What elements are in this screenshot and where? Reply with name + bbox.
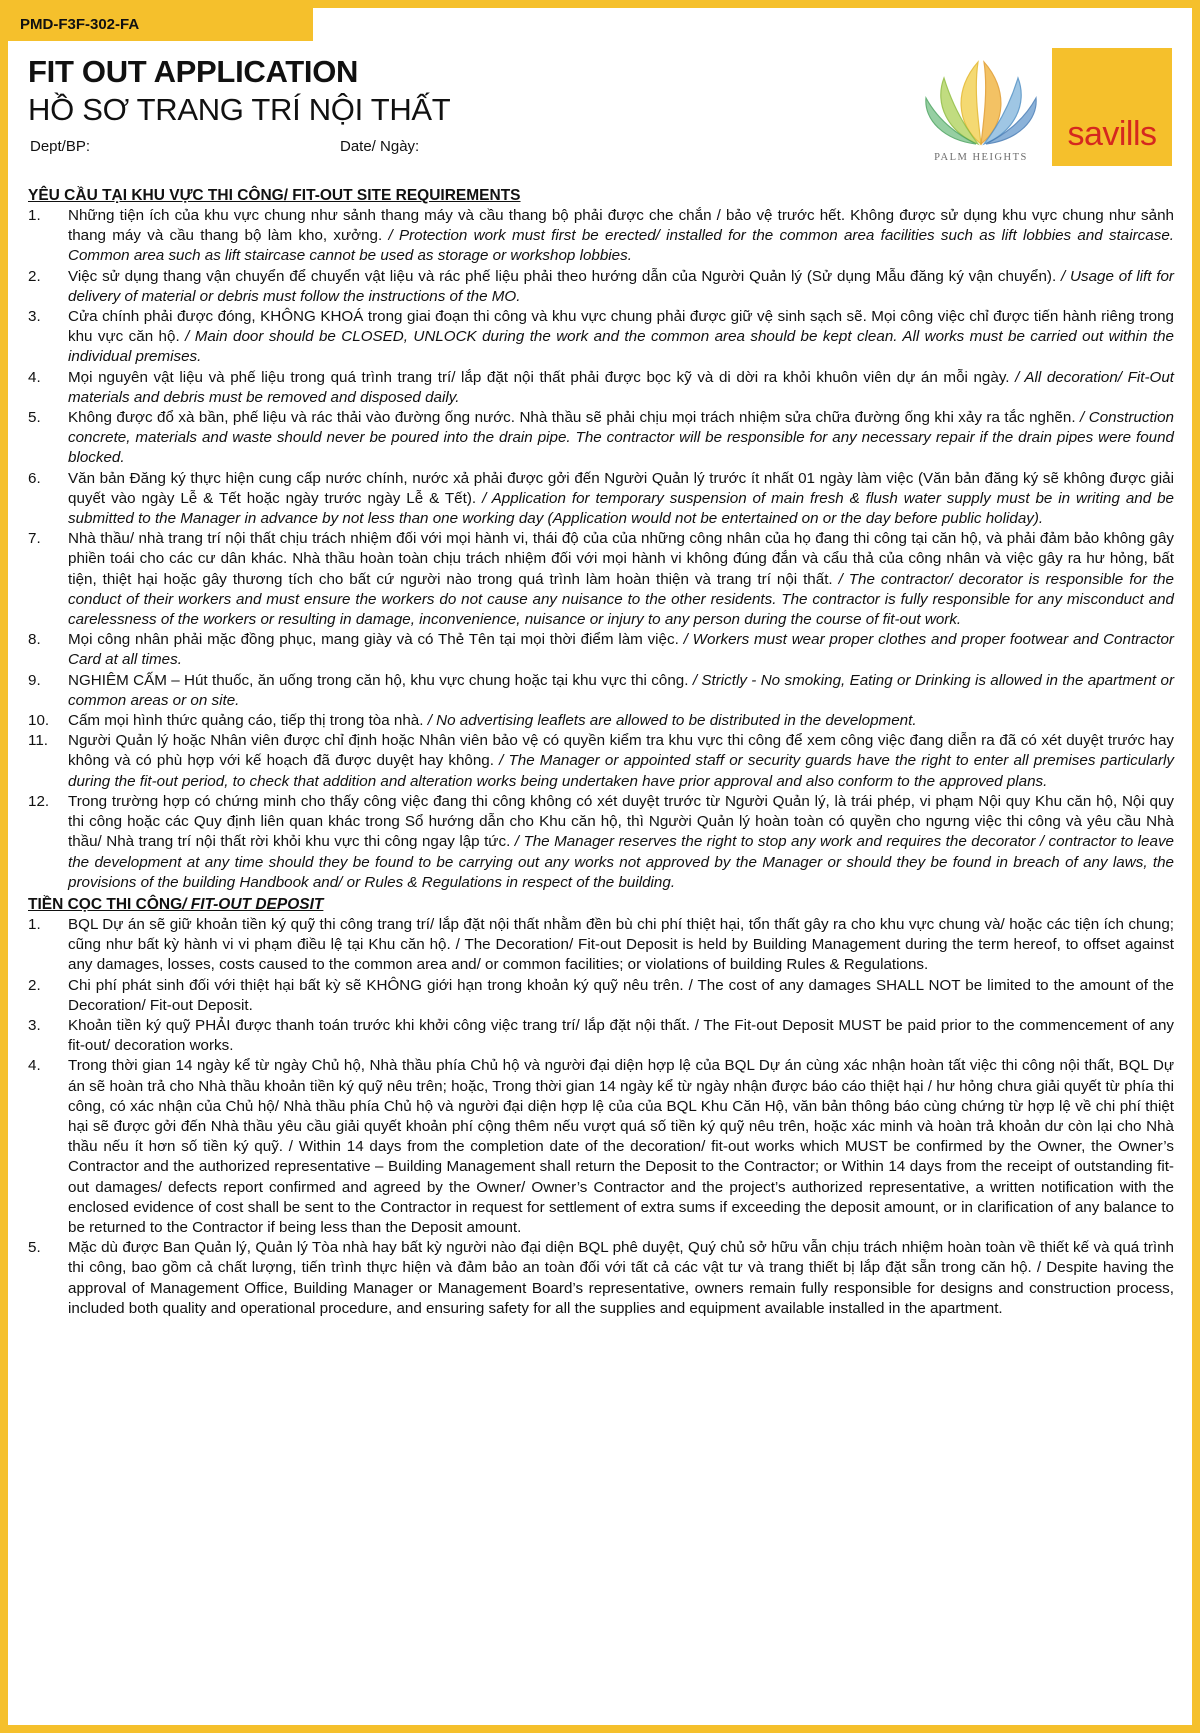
requirement-item bbox=[28, 792, 1174, 893]
deposit-heading-en: / FIT-OUT DEPOSIT bbox=[182, 895, 324, 913]
requirement-item-vietnamese: Trong trường hợp có chứng minh cho thấy công việc đang thi công không có xét duyệt trước từ Người Quản lý, là trái phép, vi phạm Nội quy Khu căn hộ, Nội quy thi công hoặc các Quy định liên quan khác trong Sổ hướng dẫn cho Khu căn hộ, thì Người Quản lý hoàn toàn có quyền cho ngưng việc thi công và yêu cầu Nhà thầu/ Nhà trang trí nội thất rời khỏi khu vực thi công ngay lập tức. bbox=[68, 792, 1174, 851]
requirement-item-english: / Usage of lift for delivery of material or debris must follow the instructions of the MO. bbox=[68, 267, 1174, 305]
deposit-item-vietnamese: Chi phí phát sinh đối với thiệt hại bất kỳ sẽ KHÔNG giới hạn trong khoản ký quỹ nêu trên. bbox=[68, 976, 684, 994]
requirement-item-number: 9. bbox=[28, 671, 41, 689]
requirement-item bbox=[28, 630, 1174, 670]
palm-heights-caption: PALM HEIGHTS bbox=[934, 152, 1028, 163]
requirement-item-number: 5. bbox=[28, 409, 41, 427]
requirement-item-number: 3. bbox=[28, 308, 41, 326]
requirement-item-number: 4. bbox=[28, 368, 41, 386]
requirement-item-vietnamese: Người Quản lý hoặc Nhân viên được chỉ định hoặc Nhân viên bảo vệ có quyền kiểm tra khu vực thi công để xem công việc đang diễn ra đã có xét duyệt trước hay không và có phù hợp với kế hoạch đã được duyệt hay không. bbox=[68, 732, 1174, 770]
requirement-item-english: / Workers must wear proper clothes and proper footwear and Contractor Card at all times. bbox=[68, 631, 1174, 669]
site-requirements-heading: YÊU CẦU TẠI KHU VỰC THI CÔNG/ FIT-OUT SITE REQUIREMENTS bbox=[28, 187, 521, 204]
requirement-item-english: / The Manager reserves the right to stop any work and requires the decorator / contractor to leave the development at any time should they be found to be carrying out any works not approved by the Manager or should they be found in breach of any laws, the provisions of the building Handbook and/ or Rules & Regulations in respect of the building. bbox=[68, 833, 1174, 891]
requirement-item bbox=[28, 267, 1174, 307]
requirement-item bbox=[28, 206, 1174, 267]
deposit-item-english: / The Decoration/ Fit-out Deposit is held by Building Management during the term hereof, to offset against any damages, losses, costs caused to the common area and/ or common facilities; or violations of building Rules & Regulations. bbox=[68, 936, 1174, 974]
deposit-item bbox=[28, 915, 1174, 976]
deposit-heading-vi: TIỀN CỌC THI CÔNG bbox=[28, 895, 183, 913]
form-code: PMD-F3F-302-FA bbox=[8, 8, 313, 41]
requirement-item-number: 10. bbox=[28, 712, 50, 730]
requirement-item-english: / Construction concrete, materials and waste should never be poured into the drain pipe. The contractor will be responsible for any necessary repair if the drain pipes were found blocked. bbox=[68, 409, 1174, 467]
deposit-item-number: 2. bbox=[28, 976, 41, 994]
requirement-item-vietnamese: Những tiện ích của khu vực chung như sảnh thang máy và cầu thang bộ phải được che chắn / bảo vệ trước hết. Không được sử dụng khu vực chung như sảnh thang máy và cầu thang bộ làm kho, xưởng. bbox=[68, 207, 1174, 245]
requirement-item bbox=[28, 671, 1174, 711]
requirement-item-vietnamese: Mọi nguyên vật liệu và phế liệu trong quá trình trang trí/ lắp đặt nội thất phải được bọc kỹ và di dời ra khỏi khuôn viên dự án mỗi ngày. bbox=[68, 368, 1010, 386]
palm-leaf-icon bbox=[916, 54, 1046, 149]
requirement-item-vietnamese: Mọi công nhân phải mặc đồng phục, mang giày và có Thẻ Tên tại mọi thời điểm làm việc. bbox=[68, 631, 679, 649]
deposit-item-english: / The Fit-out Deposit MUST be paid prior to the commencement of any fit-out/ decoration works. bbox=[68, 1016, 1174, 1055]
deposit-item-number: 3. bbox=[28, 1016, 41, 1034]
deposit-item-english: / Despite having the approval of Management Office, Building Manager or Management Board’s representative, owners remain fully responsible for designs and construction process, included both quality and operational procedure, and ensuring safety for all the supplies and equipment available installed in the apartment. bbox=[68, 1259, 1174, 1317]
deposit-item-vietnamese: Khoản tiền ký quỹ PHẢI được thanh toán trước khi khởi công việc trang trí/ lắp đặt nội thất. bbox=[68, 1016, 690, 1034]
deposit-item bbox=[28, 1238, 1174, 1319]
deposit-item-english: / The cost of any damages SHALL NOT be limited to the amount of the Decoration/ Fit-out Deposit. bbox=[68, 976, 1174, 1014]
requirement-item-number: 8. bbox=[28, 631, 41, 649]
deposit-item-number: 1. bbox=[28, 915, 41, 933]
requirement-item-english: / No advertising leaflets are allowed to be distributed in the development. bbox=[427, 712, 917, 730]
deposit-list bbox=[28, 915, 1174, 1319]
requirement-item-vietnamese: Việc sử dụng thang vận chuyển để chuyển vật liệu và rác phế liệu phải theo hướng dẫn của Người Quản lý (Sử dụng Mẫu đăng ký vận chuyển). bbox=[68, 267, 1057, 285]
requirement-item bbox=[28, 307, 1174, 368]
deposit-item-english: / Within 14 days from the completion date of the decoration/ fit-out works which MUST be confirmed by the Owner, the Owner’s Contractor and the authorized representative – Building Management shall return the Deposit to the Contractor; or Within 14 days from the receipt of outstanding fit-out damages/ defects report confirmed and agreed by the Owner/ Owner’s Contractor and the project’s authorized representative, a written notification with the enclosed evidence of cost shall be sent to the Contractor in request for settlement of extra sums if exceeding the deposit amount, or in clarification of any balance to be returned to the Contractor if being less than the Deposit amount. bbox=[68, 1138, 1174, 1236]
deposit-item bbox=[28, 976, 1174, 1016]
requirement-item-vietnamese: Cấm mọi hình thức quảng cáo, tiếp thị trong tòa nhà. bbox=[68, 712, 424, 730]
title-english: FIT OUT APPLICATION bbox=[28, 54, 359, 89]
requirement-item-vietnamese: Nhà thầu/ nhà trang trí nội thất chịu trách nhiệm đối với mọi hành vi, thái độ của của những công nhân của họ đang thi công tại căn hộ, và phải đảm bảo không gây phiền toái cho các cư dân khác. Nhà thầu hoàn toàn chịu trách nhiệm đối với mọi hành vi không đúng đắn và cẩu thả của công nhân và việc gây ra hư hỏng, bất tiện, thiệt hại hoặc gây thương tích cho bất cứ người nào trong quá trình làm hoàn thiện và trang trí nội thất. bbox=[68, 530, 1174, 588]
requirement-item bbox=[28, 469, 1174, 530]
requirement-item-number: 12. bbox=[28, 792, 50, 810]
deposit-heading bbox=[28, 895, 1174, 915]
requirement-item-english: / The contractor/ decorator is responsible for the conduct of their workers and must ensure the workers do not cause any nuisance to the other residents. The contractor is fully responsible for any misconduct and carelessness of the workers or resulting in damage, inconvenience, nuisance or injury to any person during the course of fit-out work. bbox=[68, 570, 1174, 629]
requirement-item-english: / The Manager or appointed staff or security guards have the right to enter all premises particularly during the fit-out period, to check that addition and alteration works being undertaken have prior approval and also conform to the approved plans. bbox=[68, 752, 1174, 790]
document-body bbox=[28, 186, 1174, 1319]
requirement-item bbox=[28, 711, 1174, 731]
requirement-item-english: / Strictly - No smoking, Eating or Drinking is allowed in the apartment or common areas or on site. bbox=[68, 671, 1174, 709]
requirement-item bbox=[28, 408, 1174, 469]
requirement-item bbox=[28, 368, 1174, 408]
dept-label: Dept/BP: bbox=[30, 138, 91, 155]
savills-wordmark: savills bbox=[1067, 115, 1157, 153]
deposit-item bbox=[28, 1056, 1174, 1238]
date-label: Date/ Ngày: bbox=[340, 138, 420, 155]
requirement-item-english: / Application for temporary suspension of main fresh & flush water supply must be in writing and be submitted to the Manager in advance by not less than one working day (Application would not be entertained on or the day before public holiday). bbox=[68, 489, 1174, 528]
requirement-item-number: 11. bbox=[28, 732, 48, 750]
requirement-item-number: 6. bbox=[28, 469, 41, 487]
deposit-item-number: 5. bbox=[28, 1239, 41, 1257]
deposit-item-vietnamese: BQL Dự án sẽ giữ khoản tiền ký quỹ thi công trang trí/ lắp đặt nội thất nhằm đền bù chi phí thiệt hại, tổn thất gây ra cho khu vực chung và/ hoặc các tiện ích chung; cũng như bất kỳ hành vi vi phạm điều lệ tại Khu căn hộ. bbox=[68, 915, 1174, 954]
requirement-item-number: 2. bbox=[28, 267, 41, 285]
requirement-item-english: / Protection work must first be erected/ installed for the common area facilities such as lift lobbies and staircase. Common area such as lift staircase cannot be used as storage or workshop lobbies. bbox=[68, 227, 1174, 265]
requirement-item-number: 1. bbox=[28, 207, 41, 224]
site-requirements-list bbox=[28, 206, 1174, 893]
requirement-item-vietnamese: Văn bản Đăng ký thực hiện cung cấp nước chính, nước xả phải được gởi đến Người Quản lý trước ít nhất 01 ngày làm việc (Văn bản đăng ký sẽ không được giải quyết vào ngày Lễ & Tết hoặc ngày trước ngày Lễ & Tết). bbox=[68, 469, 1174, 507]
title-vietnamese: HỒ SƠ TRANG TRÍ NỘI THẤT bbox=[28, 92, 451, 127]
requirement-item-vietnamese: NGHIÊM CẤM – Hút thuốc, ăn uống trong căn hộ, khu vực chung hoặc tại khu vực thi công. bbox=[68, 671, 689, 689]
requirement-item bbox=[28, 731, 1174, 792]
deposit-item bbox=[28, 1016, 1174, 1056]
palm-heights-logo bbox=[916, 54, 1046, 172]
deposit-item-vietnamese: Mặc dù được Ban Quản lý, Quản lý Tòa nhà hay bất kỳ người nào đại diện BQL phê duyệt, Quý chủ sở hữu vẫn chịu trách nhiệm hoàn toàn về thiết kế và quá trình thi công, bao gồm cả chất lượng, tiến trình thực hiện và đảm bảo an toàn đối với tất cả các vật tư và trang thiết bị lắp đặt sẵn trong căn hộ. bbox=[68, 1239, 1174, 1277]
deposit-item-number: 4. bbox=[28, 1057, 41, 1075]
requirement-item-english: / All decoration/ Fit-Out materials and debris must be removed and disposed daily. bbox=[68, 368, 1174, 406]
requirement-item-english: / Main door should be CLOSED, UNLOCK during the work and the common area should be kept clean. All works must be carried out within the individual premises. bbox=[68, 328, 1174, 366]
requirement-item bbox=[28, 529, 1174, 630]
requirement-item-vietnamese: Không được đổ xà bần, phế liệu và rác thải vào đường ống nước. Nhà thầu sẽ phải chịu mọi trách nhiệm sửa chữa đường ống khi xảy ra tắc nghẽn. bbox=[68, 409, 1076, 427]
deposit-item-vietnamese: Trong thời gian 14 ngày kể từ ngày Chủ hộ, Nhà thầu phía Chủ hộ và người đại diện hợp lệ của BQL Dự án cùng xác nhận hoàn tất việc thi công nội thất, BQL Dự án sẽ hoàn trả cho Nhà thầu khoản tiền ký quỹ nêu trên; hoặc, Trong thời gian 14 ngày kể từ ngày nhận được báo cáo thiệt hại / hư hỏng chưa giải quyết từ phía thi công, có xác nhận của Chủ hộ/ Nhà thầu phía Chủ hộ và người đại diện hợp lệ của của BQL Khu Căn Hộ, văn bản thông báo cùng chứng từ hợp lệ về chi phí thiệt hại sẽ được gởi đến Nhà thầu yêu cầu giải quyết khoản phí cộng thêm nếu vượt quá số tiền ký quỹ nêu trên, hoặc xác minh và hoàn trả khoản dư còn lại cho Nhà thầu nếu ít hơn số tiền ký quỹ. bbox=[68, 1057, 1174, 1156]
requirement-item-vietnamese: Cửa chính phải được đóng, KHÔNG KHOÁ trong giai đoạn thi công và khu vực chung phải được giữ vệ sinh sạch sẽ. Mọi công việc chỉ được tiến hành riêng trong khu vực căn hộ. bbox=[68, 308, 1174, 346]
savills-logo bbox=[1052, 48, 1172, 166]
requirement-item-number: 7. bbox=[28, 530, 41, 548]
